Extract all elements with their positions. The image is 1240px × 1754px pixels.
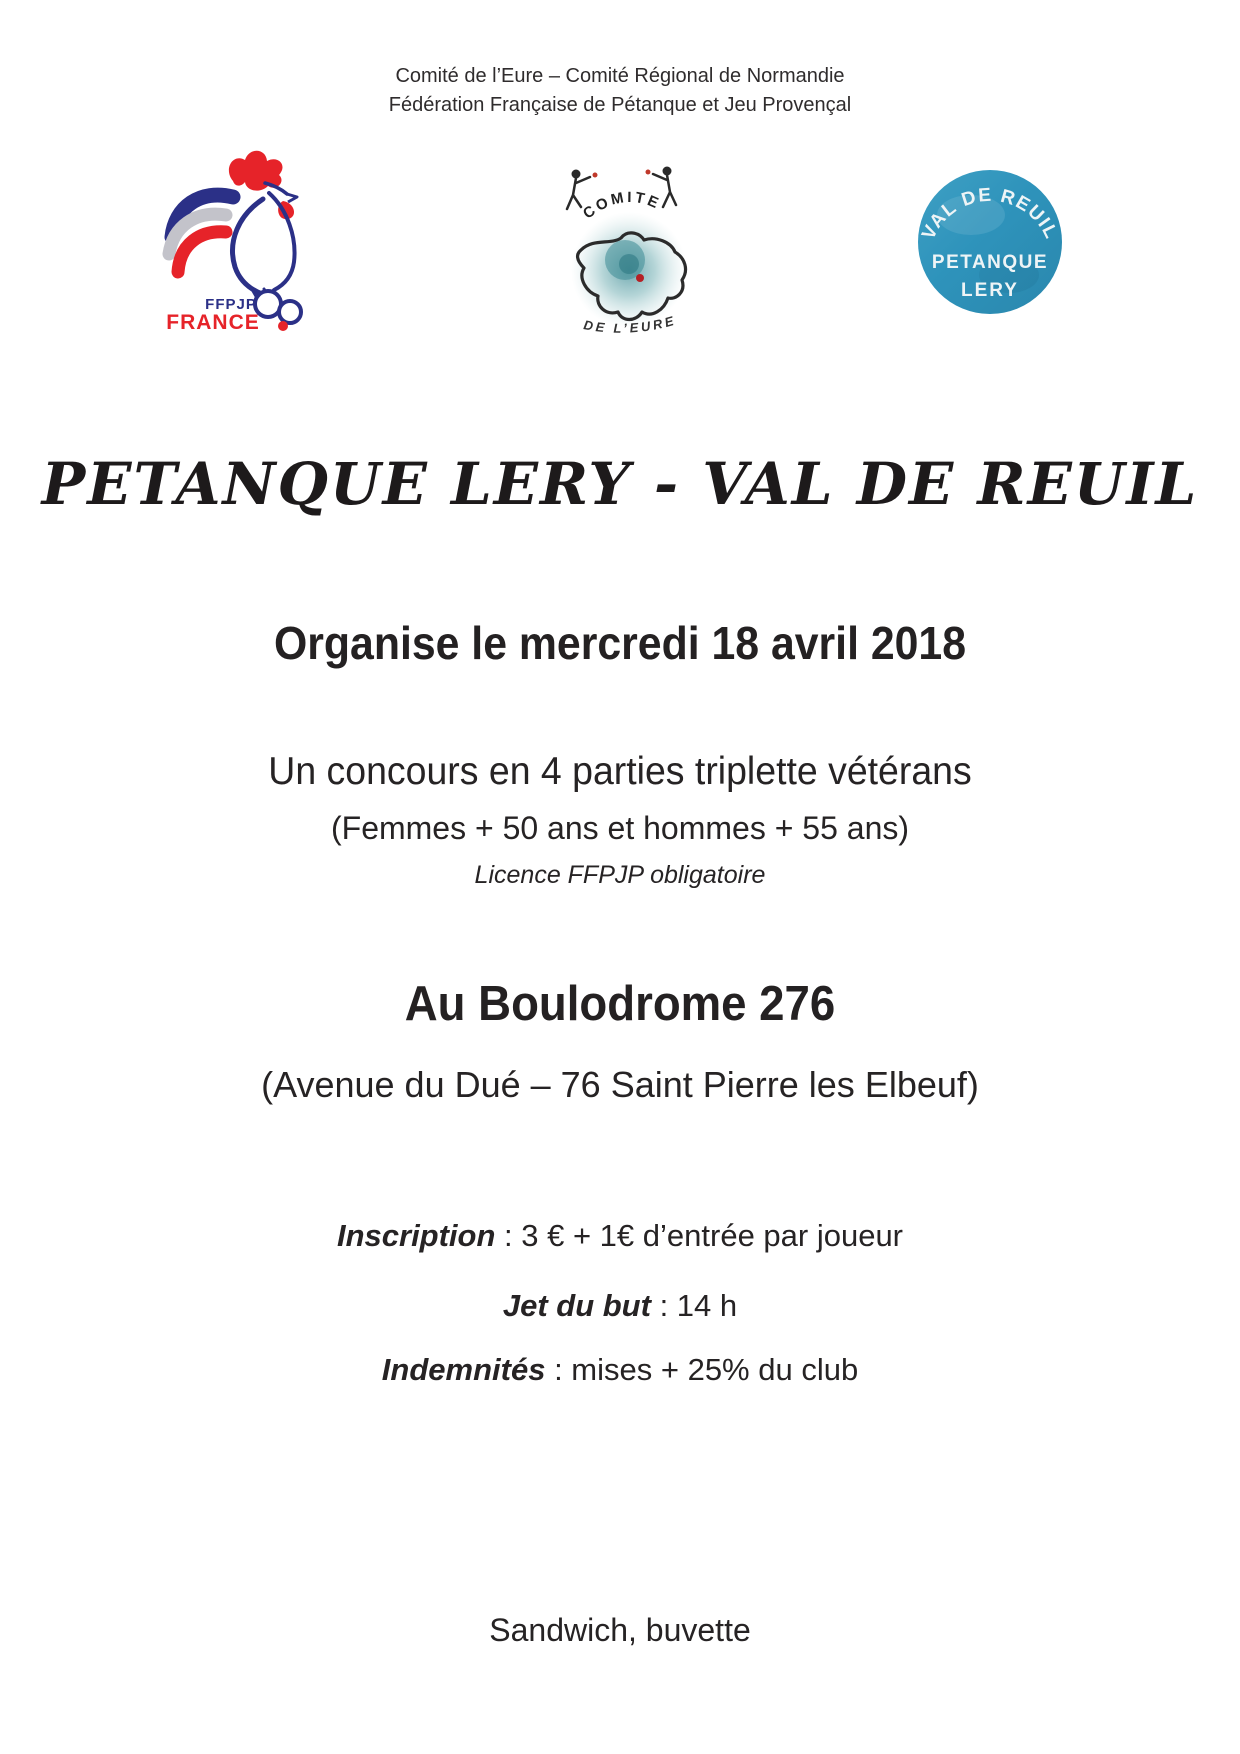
val-de-reuil-badge-icon (913, 163, 1067, 321)
concours-eligibility: (Femmes + 50 ans et hommes + 55 ans) (330, 810, 910, 846)
venue-address: (Avenue du Dué – 76 Saint Pierre les Elbeuf) (261, 1064, 979, 1105)
comite-eure-icon (543, 148, 721, 340)
comite-arc-text: COMITE (579, 188, 664, 223)
header-line-federation: Fédération Française de Pétanque et Jeu Provençal (388, 94, 852, 116)
indemnites-line (0, 1352, 1240, 1388)
badge-arc-text: VAL DE REUIL (918, 184, 1062, 243)
ffpjp-rooster-icon (145, 131, 323, 333)
badge-line2: PETANQUE (931, 252, 1049, 273)
comite-eure-logo (543, 148, 721, 340)
concours-block (0, 750, 1240, 890)
header-line-committee: Comité de l’Eure – Comité Régional de Normandie (395, 65, 845, 87)
organise-heading: Organise le mercredi 18 avril 2018 (273, 617, 967, 669)
page-title: PETANQUE LERY - VAL DE REUIL (41, 450, 1199, 518)
inscription-line (0, 1218, 1240, 1254)
comite-bottom-text: DE L’EURE (582, 312, 679, 336)
val-de-reuil-badge (913, 163, 1067, 321)
ffpjp-rooster-logo (145, 131, 323, 333)
header (0, 62, 1240, 120)
concours-line: Un concours en 4 parties triplette vétérans (268, 750, 972, 793)
badge-line3: LERY (961, 280, 1019, 301)
ffpjp-country: FRANCE (166, 311, 260, 333)
inscription-label: Inscription (336, 1218, 496, 1253)
jet-du-but-line (0, 1288, 1240, 1324)
indemnites-label: Indemnités (381, 1352, 546, 1387)
footer-note: Sandwich, buvette (489, 1612, 751, 1648)
venue-name: Au Boulodrome 276 (404, 977, 836, 1031)
jet-du-but-value: : 14 h (650, 1288, 738, 1323)
licence-note: Licence FFPJP obligatoire (474, 861, 766, 889)
indemnites-value: : mises + 25% du club (545, 1352, 859, 1387)
jet-du-but-label: Jet du but (502, 1288, 651, 1323)
ffpjp-acronym: FFPJP (205, 296, 257, 313)
inscription-value: : 3 € + 1€ d’entrée par joueur (495, 1218, 904, 1253)
